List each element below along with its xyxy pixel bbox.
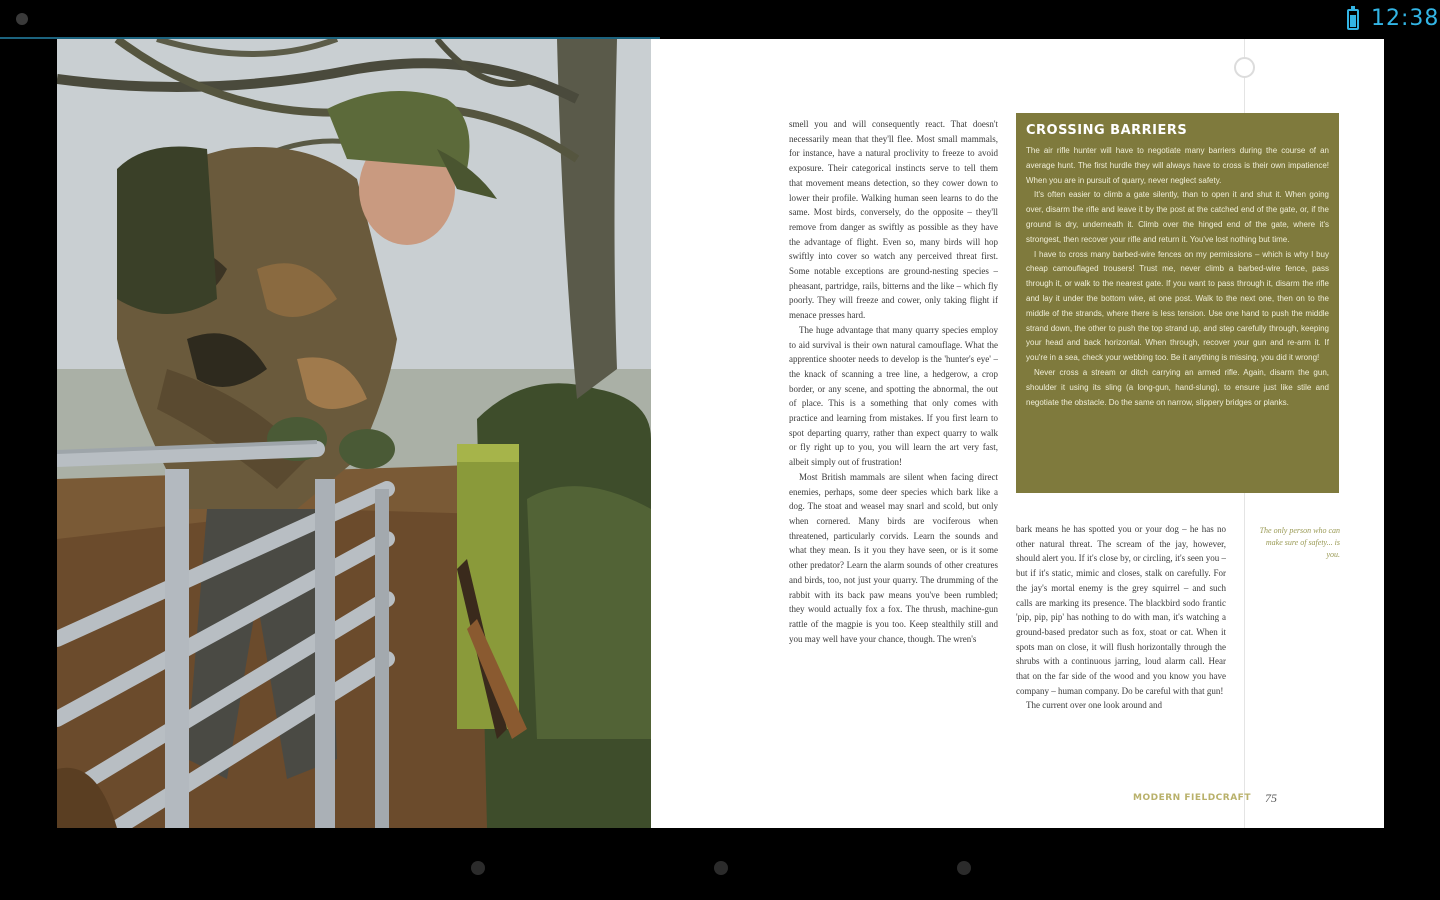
home-icon[interactable]: [714, 861, 728, 875]
body-column-2: [1016, 522, 1226, 772]
body-paragraph: smell you and will consequently react. That doesn't necessarily mean that they'll flee. Most small mammals, for instance, have a natural proclivity to freeze to avoid exposure. Their categorical instincts serve to tell them that movement means detection, so they cower down to lower their profile. Walking human seen learns to do the same. Most birds, conversely, do the opposite – they'll remove from danger as swiftly as possible as they have the advantage of flight. Even so, many birds will hop swiftly into cover so watch any perceived threat first. Some notable exceptions are ground-nesting species – pheasant, partridge, rails, bitterns and the like – which fly poorly. They will freeze and cower, only taking flight if menace presses hard.: [789, 119, 998, 321]
page-number: 75: [1265, 791, 1277, 805]
sidebar-title: CROSSING BARRIERS: [1026, 123, 1188, 138]
body-paragraph: The huge advantage that many quarry species employ to aid survival is their own natural camouflage. What the apprentice shooter needs to develop is the 'hunter's eye' – the knack of scanning a tree line, a hedgerow, a crop border, or any scene, and spotting the abnormal, the out of place. This is a something that only comes with practice and learning from mistakes. If you first learn to spot departing quarry, rather than expect quarry to walk or fly right up to you, you will learn the art very fast, albeit simply out of frustration!: [789, 324, 998, 468]
body-column-1: [789, 117, 998, 772]
recent-apps-icon[interactable]: [957, 861, 971, 875]
clock: 12:38: [1371, 6, 1440, 31]
article-photo[interactable]: [57, 39, 651, 828]
sidebar-paragraph: It's often easier to climb a gate silently, than to open it and shut it. When going over, disarm the rifle and leave it by the post at the catched end of the gate, or, if the ground is dry, underneath it. Climb over the hinged end of the gate, where it's strongest, then recover your rifle and return it. You've lost nothing but time.: [1026, 190, 1329, 244]
sidebar-paragraph: The air rifle hunter will have to negotiate many barriers during the course of an average hunt. The first hurdle they will always have to cross is their own impatience! When you are in pursuit of quarry, never neglect safety.: [1026, 146, 1329, 185]
body-paragraph: The current over one look around and: [1026, 700, 1162, 711]
navigation-bar: [0, 828, 1440, 900]
photo-hunter-at-gate: [57, 39, 651, 828]
body-paragraph: bark means he has spotted you or your dog – he has no other natural threat. The scream of the jay, however, should alert you. If it's close by, or circling, it's seen you – but if it's static, mimic and closes, stalk on carefully. For the jay's mortal enemy is the grey squirrel – and such calls are marking its presence. The blackbird sodo frantic 'pip, pip, pip' has nothing to do with man, it's watching a ground-based predator such as fox, stoat or cat. When it spots man on close, it will flush horizontally through the shrubs with a continuous jarring, loud alarm call. Hear that on the far side of the wood and you know you have company – human company. Do be careful with that gun!: [1016, 524, 1226, 696]
article-page[interactable]: [651, 39, 1384, 828]
page-decoration-circle: [1234, 57, 1255, 78]
status-bar: [0, 0, 1440, 38]
running-footer-title: MODERN FIELDCRAFT: [1133, 793, 1251, 803]
back-icon[interactable]: [471, 861, 485, 875]
sidebar-box: [1016, 113, 1339, 493]
pull-quote: The only person who can make sure of safety... is you.: [1259, 526, 1340, 559]
sidebar-paragraph: Never cross a stream or ditch carrying an armed rifle. Again, disarm the gun, shoulder it using its sling (a long-gun, hand-slung), to ensure just like stile and negotiate the obstacle. Do the same on narrow, slippery bridges or planks.: [1026, 367, 1329, 407]
sidebar-paragraph: I have to cross many barbed-wire fences on my permissions – which is why I buy cheap camouflaged trousers! Trust me, never climb a barbed-wire fence, pass through it, or walk to the nearest gate. If you want to pass through it, disarm the rifle and lay it under the bottom wire, at one post. Walk to the next one, then on to the middle of the strands, where there is less tension. Use one hand to push the middle strand down, the other to push the top strand up, and step carefully through, keeping your head and back horizontal. When through, recover your gun and re-arm it. If you're in a sea, check your webbing too. Be it anything is missing, you did it wrong!: [1026, 249, 1329, 363]
body-paragraph: Most British mammals are silent when facing direct enemies, perhaps, some deer species which bark like a dog. The stoat and weasel may snarl and scold, but only when cornered. Many birds are vociferous when threatened, particularly corvids. Learn the sounds and what they mean. Is it you they have seen, or is it some other predator? Learn the alarm sounds of other creatures and birds, too, not just your quarry. The drumming of the rabbit with its back paw means you've been rumbled; they would actually fox a fox. The thrush, machine-gun rattle of the magpie is you too. Keep stealthily still and you may well have your chance, though. The wren's: [789, 471, 998, 644]
battery-icon: [1347, 9, 1359, 30]
notification-dot-icon: [16, 13, 28, 25]
